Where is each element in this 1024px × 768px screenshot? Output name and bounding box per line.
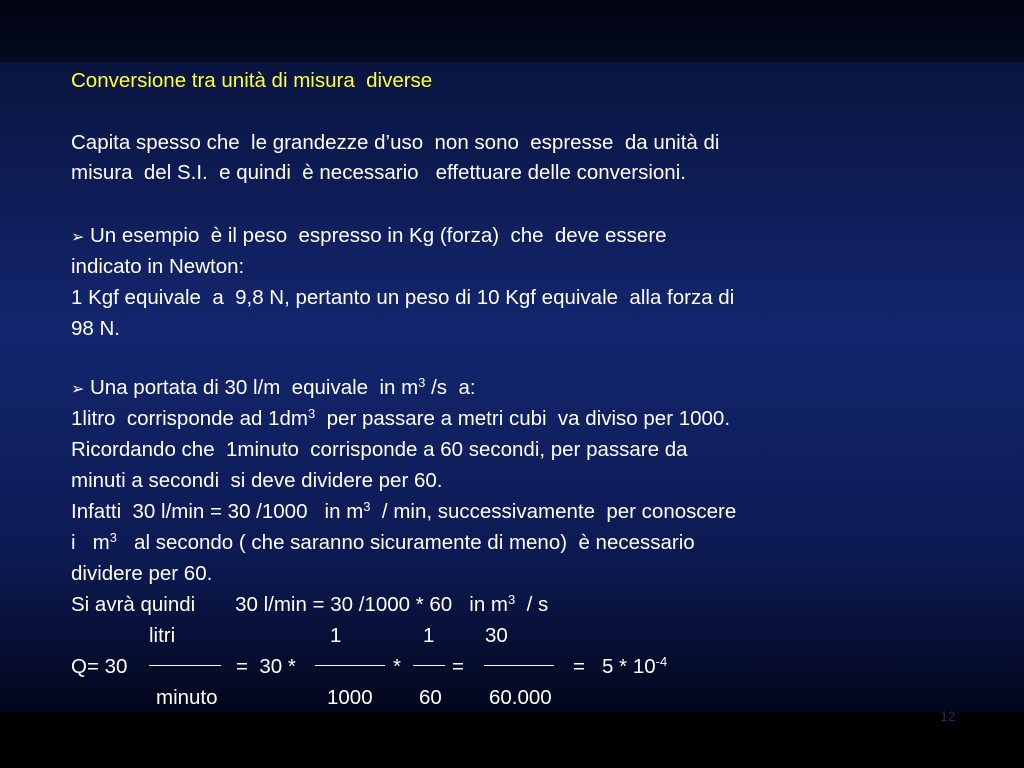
example2-bullet-line: [71, 373, 476, 403]
example2-line-5b: / min, successivamente per conoscere: [370, 500, 737, 523]
superscript: 3: [508, 592, 516, 607]
bottom-band: [0, 712, 1024, 768]
page-number: 12: [940, 708, 956, 724]
formula-star: *: [393, 655, 401, 678]
intro-line-2: misura del S.I. e quindi è necessario effettuare delle conversioni.: [71, 161, 686, 184]
slide-title: Conversione tra unità di misura diverse: [71, 69, 433, 92]
example2-line-2: [71, 404, 730, 434]
example1-bullet-line: [71, 221, 667, 251]
formula-result-value: = 5 * 10: [573, 655, 656, 678]
formula-numerator-1a: 1: [330, 624, 342, 647]
arrow-bullet-icon: ➢: [71, 381, 85, 398]
example2-line-6a: i m: [71, 531, 110, 554]
example2-line-6b: al secondo ( che saranno sicuramente di meno) è necessario: [116, 531, 695, 554]
example1-line-4: 98 N.: [71, 317, 120, 340]
example2-line-8b: / s: [515, 593, 549, 616]
formula-result: [573, 652, 667, 682]
formula-numerator-1b: 1: [423, 624, 435, 647]
fraction-bar-3: [413, 665, 445, 666]
example2-line-5: [71, 497, 736, 527]
formula-equals-1: = 30 *: [236, 655, 296, 678]
formula-denominator-minuto: minuto: [156, 686, 218, 709]
formula-denominator-1000: 1000: [327, 686, 373, 709]
example2-line-7: dividere per 60.: [71, 562, 213, 585]
intro-line-1: Capita spesso che le grandezze d’uso non sono espresse da unità di: [71, 131, 720, 154]
fraction-bar-1: [149, 665, 221, 666]
example2-line-8: [71, 590, 548, 620]
example2-line-6: [71, 528, 695, 558]
example2-line-5a: Infatti 30 l/min = 30 /1000 in m: [71, 500, 364, 523]
formula-equals-2: =: [452, 655, 464, 678]
fraction-bar-4: [484, 665, 554, 666]
formula-denominator-60: 60: [419, 686, 442, 709]
arrow-bullet-icon: ➢: [71, 229, 85, 246]
example2-bullet-text-b: /s a:: [425, 376, 476, 399]
formula-q-label: Q= 30: [71, 655, 128, 678]
fraction-bar-2: [315, 665, 385, 666]
superscript: 3: [308, 406, 316, 421]
superscript: 3: [363, 499, 371, 514]
superscript: 3: [109, 530, 117, 545]
formula-numerator-litri: litri: [149, 624, 176, 647]
example2-line-8a: Si avrà quindi 30 l/min = 30 /1000 * 60 in m: [71, 593, 509, 616]
formula-denominator-60000: 60.000: [489, 686, 552, 709]
example2-line-2b: per passare a metri cubi va diviso per 1000.: [315, 407, 731, 430]
superscript: 3: [418, 375, 426, 390]
example2-line-2a: 1litro corrisponde ad 1dm: [71, 407, 309, 430]
formula-numerator-30: 30: [485, 624, 508, 647]
example1-line-3: 1 Kgf equivale a 9,8 N, pertanto un peso di 10 Kgf equivale alla forza di: [71, 286, 735, 309]
top-band: [0, 0, 1024, 62]
example2-bullet-text-a: Una portata di 30 l/m equivale in m: [90, 376, 419, 399]
example1-bullet-text: Un esempio è il peso espresso in Kg (forza) che deve essere: [90, 224, 667, 247]
example1-line-2: indicato in Newton:: [71, 255, 245, 278]
example2-line-3: Ricordando che 1minuto corrisponde a 60 secondi, per passare da: [71, 438, 688, 461]
formula-exponent: -4: [655, 654, 668, 669]
example2-line-4: minuti a secondi si deve dividere per 60.: [71, 469, 443, 492]
